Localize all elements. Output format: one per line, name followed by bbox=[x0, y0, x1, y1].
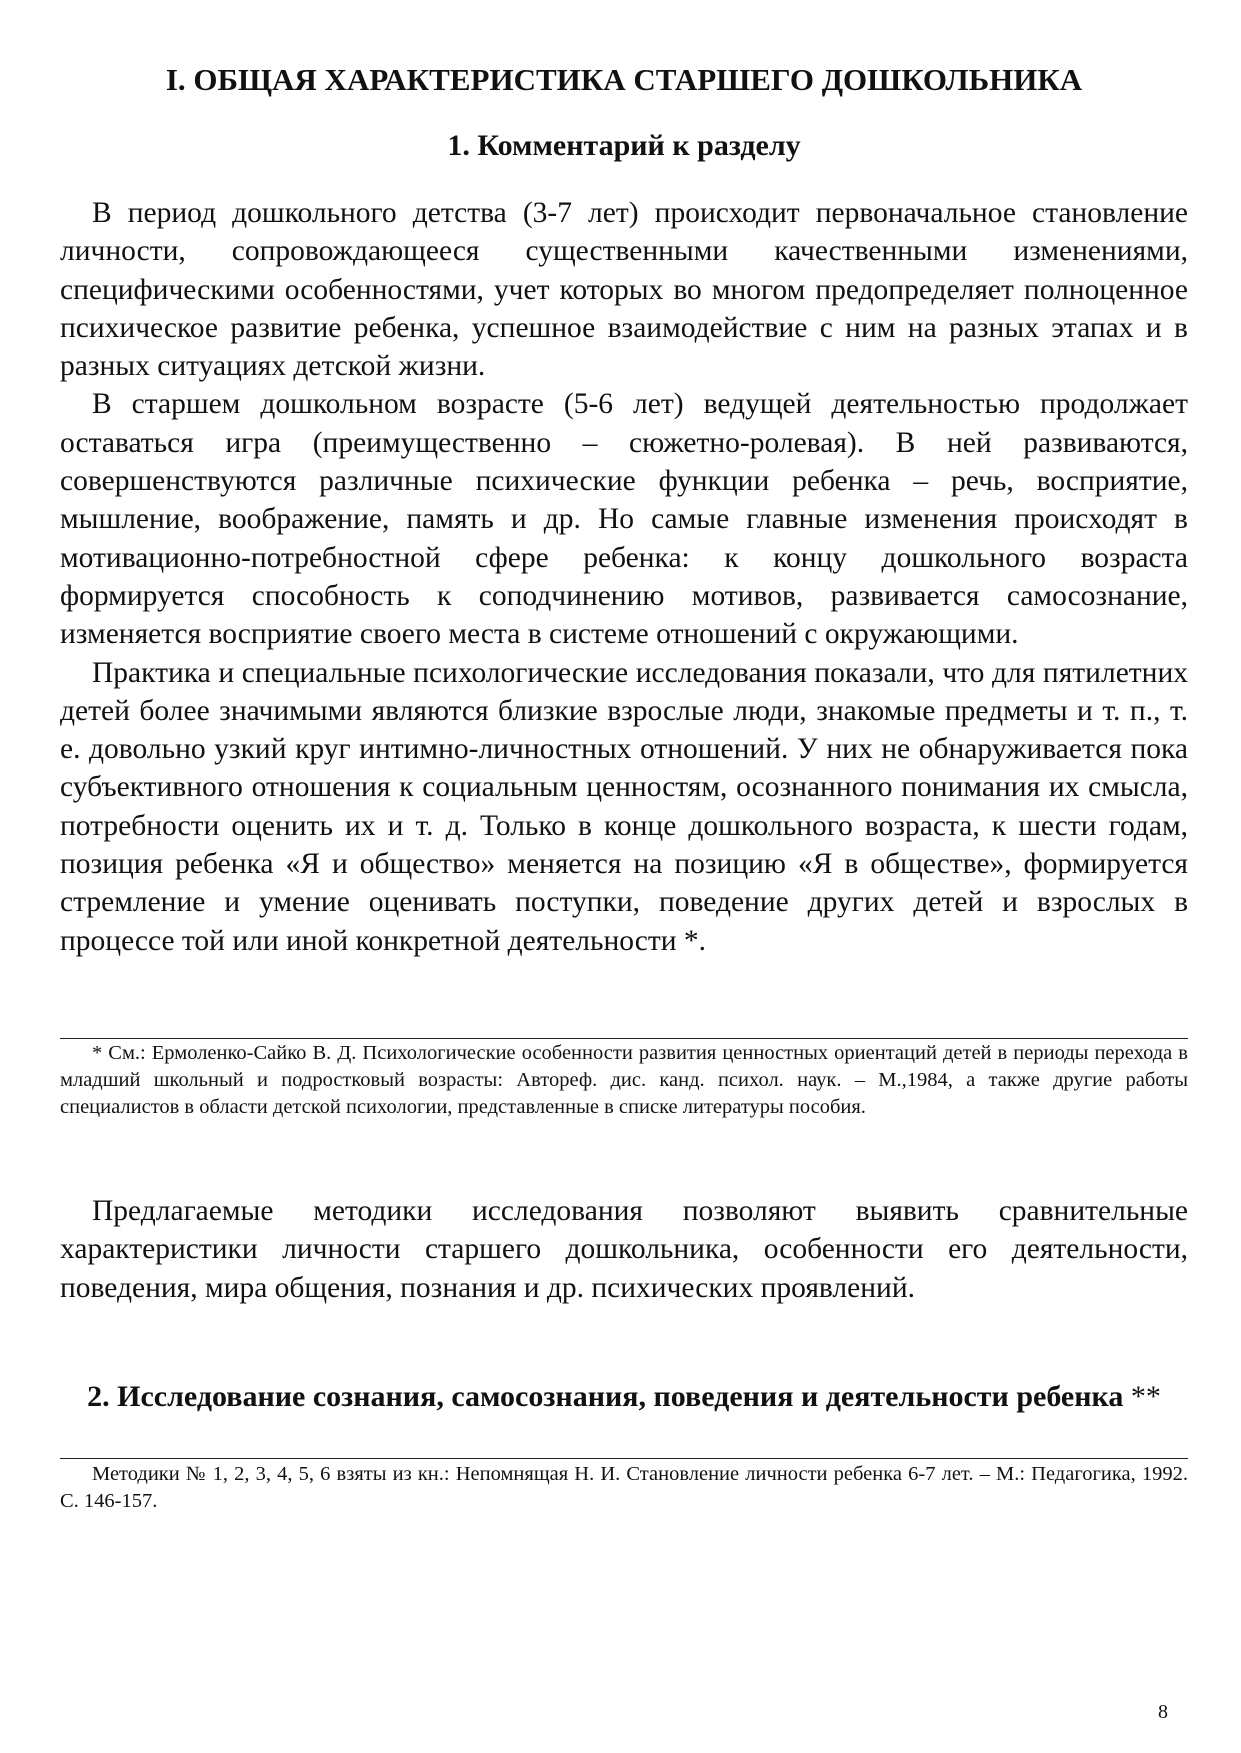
footnote-marker: ** bbox=[1130, 1380, 1161, 1413]
footnote-nepomnyashchaya: Методики № 1, 2, 3, 4, 5, 6 взяты из кн.: Непомнящая Н. И. Становление личности ребенка 6-7 лет. – М.: Педагогика, 1992. С. 146-157. bbox=[60, 1463, 1188, 1512]
paragraph-methods-overview: Предлагаемые методики исследования позволяют выявить сравнительные характеристики личности старшего дошкольника, особенности его деятельности, поведения, мира общения, познания и др. психических проявлений. bbox=[60, 1195, 1188, 1304]
paragraph-practice-research: Практика и специальные психологические исследования показали, что для пятилетних детей более значимыми являются близкие взрослые люди, знакомые предметы и т. п., т. е. довольно узкий круг интимно-личностных отношений. У них не обнаруживается пока субъективного отношения к социальным ценностям, осознанного понимания их смысла, потребности оценить их и т. д. Только в конце дошкольного возраста, к шести годам, позиция ребенка «Я и общество» меняется на позицию «Я в обществе», формируется стремление и умение оценивать поступки, поведение других детей и взрослых в процессе той или иной конкретной деятельности *. bbox=[60, 656, 1188, 957]
document-page bbox=[60, 0, 1188, 1753]
section-title-research-text: 2. Исследование сознания, самосознания, поведения и деятельности ребенка bbox=[87, 1380, 1124, 1413]
closing-block bbox=[60, 1192, 1188, 1307]
footnote-block bbox=[60, 1040, 1188, 1121]
section-title-research bbox=[60, 1378, 1188, 1416]
section-title-commentary: 1. Комментарий к разделу bbox=[447, 129, 801, 162]
footnote-ermolenko: * См.: Ермоленко-Сайко В. Д. Психологические особенности развития ценностных ориентаций детей в периоды перехода в младший школьный и подростковый возрасты: Автореф. дис. канд. психол. наук. – М.,1984, а также другие работы специалистов в области детской психологии, представленные в списке литературы пособия. bbox=[60, 1042, 1188, 1118]
page-number: 8 bbox=[1158, 1701, 1168, 1723]
section-body-commentary bbox=[60, 194, 1188, 960]
paragraph-preschool-period: В период дошкольного детства (3-7 лет) происходит первоначальное становление личности, сопровождающееся существенными качественными изменениями, специфическими особенностями, учет которых во многом предопределяет полноценное психическое развитие ребенка, успешное взаимодействие с ним на разных этапах и в разных ситуациях детской жизни. bbox=[60, 197, 1188, 383]
footnote-block-2 bbox=[60, 1461, 1188, 1515]
chapter-title: I. ОБЩАЯ ХАРАКТЕРИСТИКА СТАРШЕГО ДОШКОЛЬНИКА bbox=[165, 62, 1083, 97]
footnote-divider-2 bbox=[60, 1458, 1188, 1459]
footnote-divider bbox=[60, 1038, 1188, 1039]
paragraph-senior-preschool-age: В старшем дошкольном возрасте (5-6 лет) ведущей деятельностью продолжает оставаться игра (преимущественно – сюжетно-ролевая). В ней развиваются, совершенствуются различные психические функции ребенка – речь, восприятие, мышление, воображение, память и др. Но самые главные изменения происходят в мотивационно-потребностной сфере ребенка: к концу дошкольного возраста формируется способность к соподчинению мотивов, развивается самосознание, изменяется восприятие своего места в системе отношений с окружающими. bbox=[60, 388, 1188, 651]
